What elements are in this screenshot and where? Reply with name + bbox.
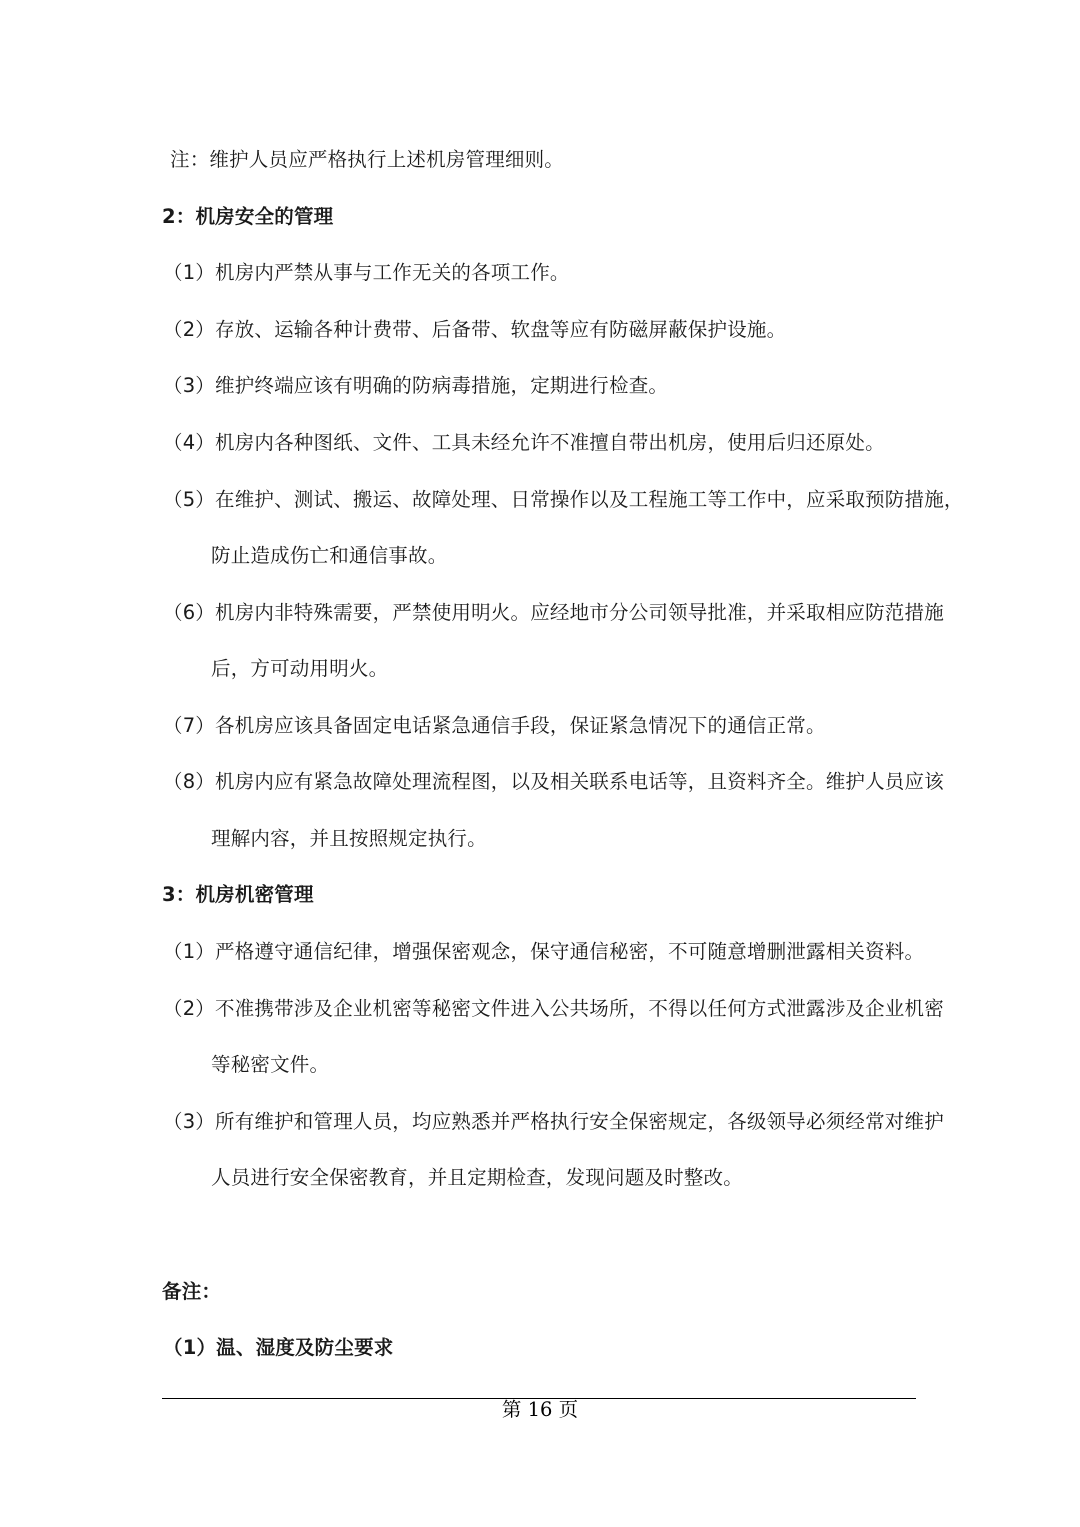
note-text: 注：维护人员应严格执行上述机房管理细则。: [170, 148, 565, 171]
section-2-item-8: （8）机房内应有紧急故障处理流程图，以及相关联系电话等，且资料齐全。维护人员应该: [163, 770, 944, 793]
section-2-item-8-cont: 理解内容，并且按照规定执行。: [211, 827, 487, 850]
section-3-item-3: （3）所有维护和管理人员，均应熟悉并严格执行安全保密规定，各级领导必须经常对维护: [163, 1110, 944, 1133]
section-2-heading: 2：机房安全的管理: [162, 205, 334, 228]
section-2-item-7: （7）各机房应该具备固定电话紧急通信手段，保证紧急情况下的通信正常。: [163, 714, 826, 737]
section-2-item-3: （3）维护终端应该有明确的防病毒措施，定期进行检查。: [163, 374, 669, 397]
section-2-item-5: （5）在维护、测试、搬运、故障处理、日常操作以及工程施工等工作中，应采取预防措施，: [163, 488, 964, 511]
page-number: 第 16 页: [501, 1398, 579, 1421]
section-2-item-1: （1）机房内严禁从事与工作无关的各项工作。: [163, 261, 570, 284]
section-3-item-2: （2）不准携带涉及企业机密等秘密文件进入公共场所，不得以任何方式泄露涉及企业机密: [163, 997, 944, 1020]
remarks-subheading: （1）温、湿度及防尘要求: [163, 1336, 394, 1359]
section-3-heading: 3：机房机密管理: [162, 883, 314, 906]
section-2-item-5-cont: 防止造成伤亡和通信事故。: [211, 544, 448, 567]
section-3-item-3-cont: 人员进行安全保密教育，并且定期检查，发现问题及时整改。: [211, 1166, 743, 1189]
section-3-item-2-cont: 等秘密文件。: [211, 1053, 330, 1076]
section-3-item-1: （1）严格遵守通信纪律，增强保密观念，保守通信秘密，不可随意增删泄露相关资料。: [163, 940, 925, 963]
section-2-item-6-cont: 后，方可动用明火。: [211, 657, 389, 680]
remarks-heading: 备注：: [162, 1280, 222, 1303]
section-2-item-6: （6）机房内非特殊需要，严禁使用明火。应经地市分公司领导批准，并采取相应防范措施: [163, 601, 944, 624]
section-2-item-4: （4）机房内各种图纸、文件、工具未经允许不准擅自带出机房，使用后归还原处。: [163, 431, 885, 454]
section-2-item-2: （2）存放、运输各种计费带、后备带、软盘等应有防磁屏蔽保护设施。: [163, 318, 787, 341]
